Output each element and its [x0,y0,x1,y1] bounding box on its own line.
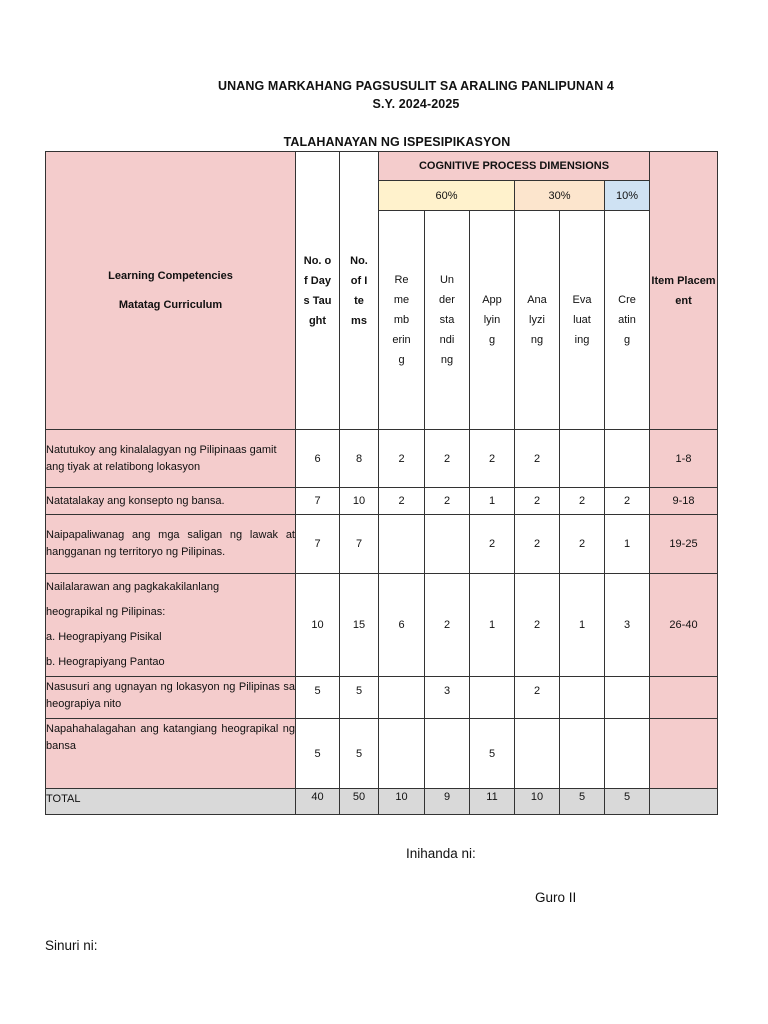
applying-cell [470,677,515,719]
table-row [46,515,718,574]
placement-cell [650,719,718,789]
total-analyzing: 10 [515,789,560,815]
creating-heading: Creating [605,211,650,430]
understanding-cell: 2 [425,430,470,488]
days-cell: 10 [296,574,340,677]
position-label: Guro II [535,890,577,905]
analyzing-cell: 2 [515,574,560,677]
table-row [46,677,718,719]
competency-line: a. Heograpiyang Pisikal [46,631,162,643]
analyzing-cell [515,719,560,789]
competency-line: heograpikal ng Pilipinas: [46,606,166,618]
days-cell: 5 [296,719,340,789]
applying-heading: Applying [470,211,515,430]
evaluating-cell: 2 [560,515,605,574]
applying-cell: 1 [470,488,515,515]
remembering-cell [379,677,425,719]
number-of-items-heading: No. of Items [340,152,379,430]
remembering-heading: Remembering [379,211,425,430]
items-cell: 7 [340,515,379,574]
items-cell: 15 [340,574,379,677]
school-year: S.Y. 2024-2025 [372,97,460,111]
days-cell: 7 [296,515,340,574]
placement-cell: 26-40 [650,574,718,677]
items-cell: 8 [340,430,379,488]
total-placement [650,789,718,815]
document-title: UNANG MARKAHANG PAGSUSULIT SA ARALING PANLIPUNAN 4 [218,79,614,93]
days-cell: 5 [296,677,340,719]
evaluating-cell [560,430,605,488]
remembering-cell: 6 [379,574,425,677]
percent-60: 60% [379,181,515,211]
understanding-cell [425,719,470,789]
total-remembering: 10 [379,789,425,815]
evaluating-heading: Evaluating [560,211,605,430]
placement-cell [650,677,718,719]
prepared-by-label: Inihanda ni: [406,846,476,861]
creating-cell [605,719,650,789]
total-days: 40 [296,789,340,815]
total-understanding: 9 [425,789,470,815]
total-applying: 11 [470,789,515,815]
understanding-cell: 2 [425,488,470,515]
understanding-cell: 2 [425,574,470,677]
creating-cell: 3 [605,574,650,677]
analyzing-cell: 2 [515,488,560,515]
creating-cell [605,677,650,719]
table-row [46,488,718,515]
competencies-heading [46,152,296,430]
days-taught-heading: No. of Days Taught [296,152,340,430]
remembering-cell [379,719,425,789]
understanding-heading: Understanding [425,211,470,430]
applying-cell: 2 [470,430,515,488]
understanding-cell [425,515,470,574]
items-cell: 5 [340,677,379,719]
analyzing-cell: 2 [515,677,560,719]
understanding-cell: 3 [425,677,470,719]
competency-line: b. Heograpiyang Pantao [46,656,165,668]
checked-by-label: Sinuri ni: [45,938,98,953]
total-evaluating: 5 [560,789,605,815]
placement-cell: 9-18 [650,488,718,515]
table-row [46,574,718,677]
creating-cell [605,430,650,488]
total-row [46,789,718,815]
evaluating-cell: 1 [560,574,605,677]
percent-10: 10% [605,181,650,211]
analyzing-cell: 2 [515,430,560,488]
items-cell: 10 [340,488,379,515]
table-subtitle: TALAHANAYAN NG ISPESIPIKASYON [283,135,511,149]
placement-cell: 1-8 [650,430,718,488]
competency-cell: Nasusuri ang ugnayan ng lokasyon ng Pilipinas sa heograpiya nito [46,677,296,719]
creating-cell: 1 [605,515,650,574]
competency-line: Nailalarawan ang pagkakakilanlang [46,581,220,593]
competencies-heading-line1: Learning Competencies [108,269,233,282]
competency-cell: Natutukoy ang kinalalagyan ng Pilipinaas gamit ang tiyak at relatibong lokasyon [46,430,296,488]
applying-cell: 2 [470,515,515,574]
competency-cell: Napahahalagahan ang katangiang heograpikal ng bansa [46,719,296,789]
analyzing-cell: 2 [515,515,560,574]
remembering-cell [379,515,425,574]
total-items: 50 [340,789,379,815]
applying-cell: 5 [470,719,515,789]
evaluating-cell [560,719,605,789]
percent-30: 30% [515,181,605,211]
competency-cell: Natatalakay ang konsepto ng bansa. [46,488,296,515]
total-creating: 5 [605,789,650,815]
competency-cell: Naipapaliwanag ang mga saligan ng lawak at hangganan ng territoryo ng Pilipinas. [46,515,296,574]
table-row [46,719,718,789]
days-cell: 7 [296,488,340,515]
evaluating-cell [560,677,605,719]
creating-cell: 2 [605,488,650,515]
table-row [46,430,718,488]
item-placement-heading: Item Placement [650,152,718,430]
total-label: TOTAL [46,789,296,815]
remembering-cell: 2 [379,430,425,488]
placement-cell: 19-25 [650,515,718,574]
items-cell: 5 [340,719,379,789]
applying-cell: 1 [470,574,515,677]
remembering-cell: 2 [379,488,425,515]
evaluating-cell: 2 [560,488,605,515]
analyzing-heading: Analyzing [515,211,560,430]
days-cell: 6 [296,430,340,488]
competencies-heading-line2: Matatag Curriculum [118,298,223,311]
competency-cell [46,574,296,677]
specification-table [45,151,718,815]
cognitive-process-heading: COGNITIVE PROCESS DIMENSIONS [379,152,650,181]
